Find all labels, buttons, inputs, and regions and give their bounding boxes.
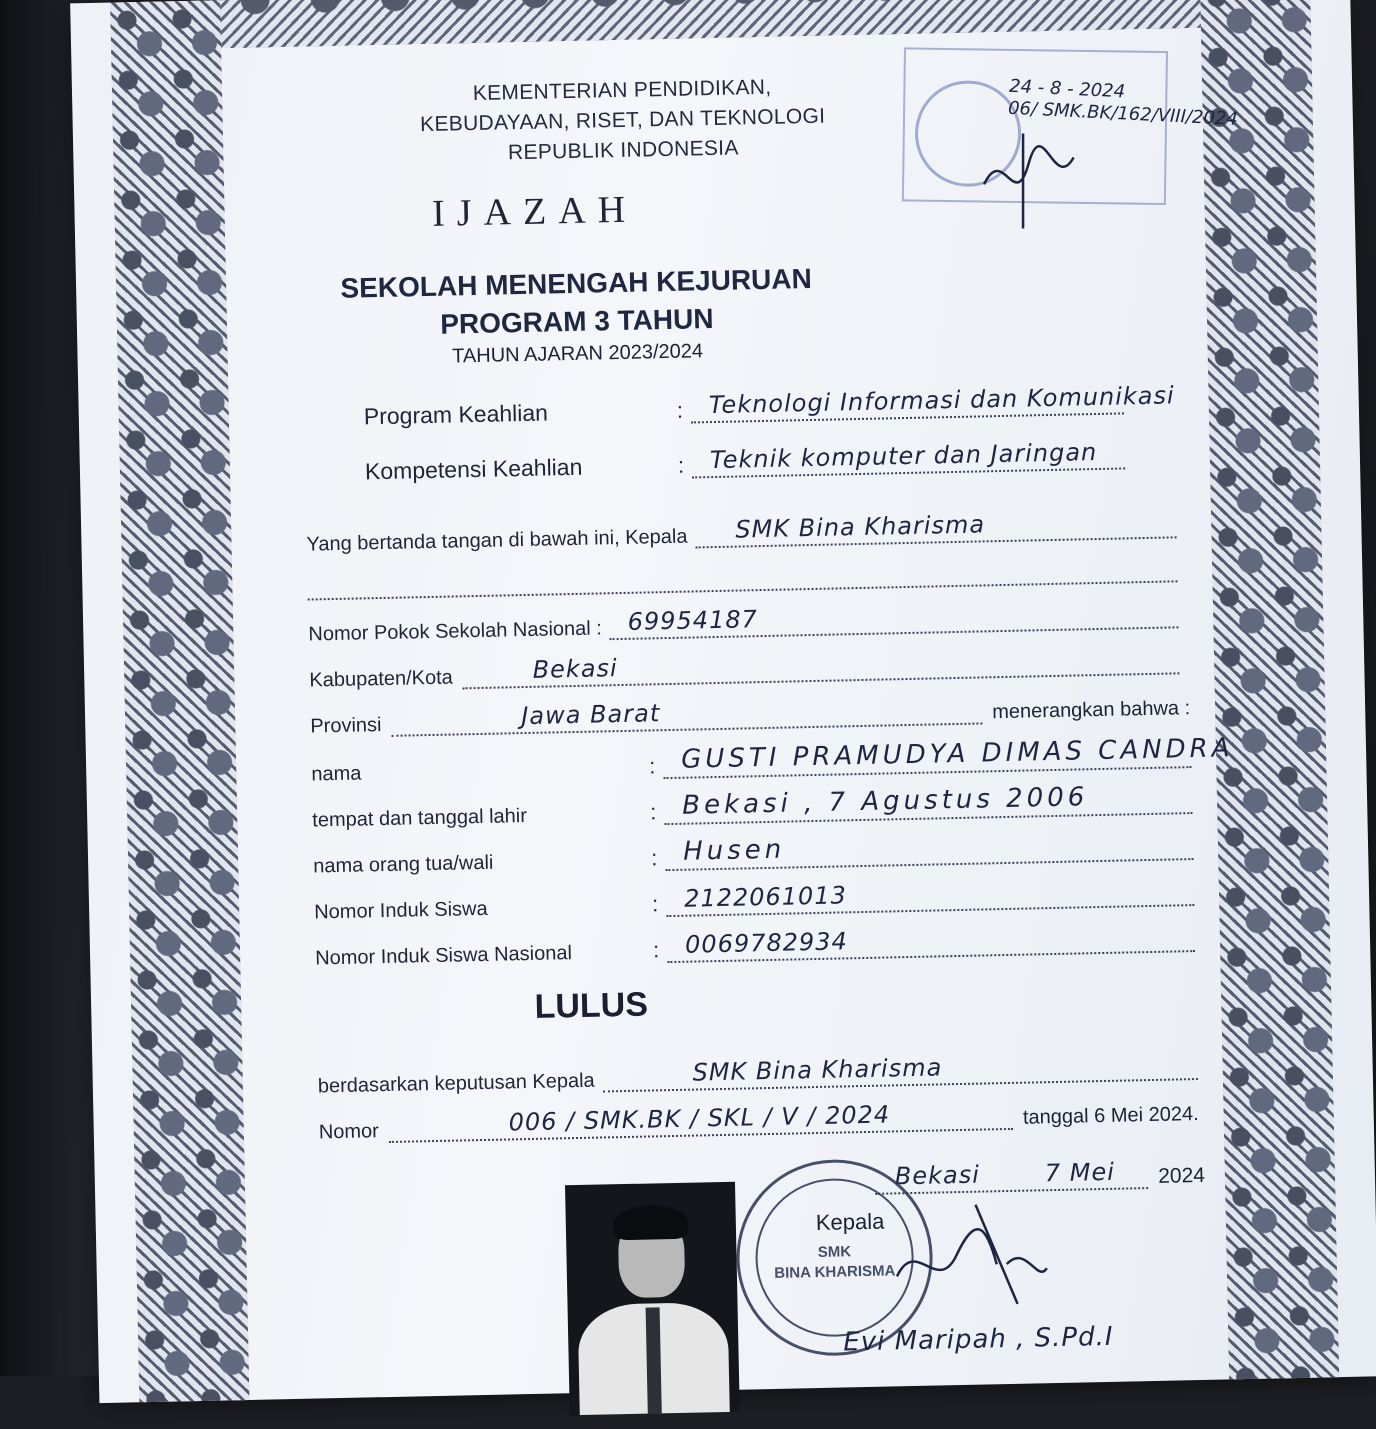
certificate-paper <box>70 0 1376 1403</box>
field-nisn: Nomor Induk Siswa Nasional : 0069782934 <box>315 924 1195 970</box>
field-label: Nomor Pokok Sekolah Nasional : <box>308 617 603 646</box>
ministry-line-3: REPUBLIK INDONESIA <box>507 136 739 165</box>
field-kepala-continued <box>307 554 1177 600</box>
field-label: Kompetensi Keahlian <box>364 453 583 485</box>
ministry-line-1: KEMENTERIAN PENDIDIKAN, <box>472 75 772 105</box>
ministry-line-2: KEBUDAYAAN, RISET, DAN TEKNOLOGI <box>419 104 826 137</box>
signature-year: 2024 <box>1157 1163 1206 1188</box>
field-value: 006 / SMK.BK / SKL / V / 2024 <box>508 1100 891 1137</box>
academic-year: TAHUN AJARAN 2023/2024 <box>451 340 704 368</box>
field-kepala <box>306 510 1176 556</box>
seal-line-2: BINA KHARISMA <box>774 1262 896 1282</box>
school-type: SEKOLAH MENENGAH KEJURUAN <box>340 262 813 304</box>
field-npsn <box>308 600 1178 646</box>
field-nama: nama : GUSTI PRAMUDYA DIMAS CANDRA <box>311 733 1234 786</box>
field-value: 0069782934 <box>684 927 849 959</box>
field-value: Bekasi <box>532 654 618 684</box>
legalization-ref: 06/ SMK.BK/162/VIII/2024 <box>1007 97 1239 130</box>
field-nis: Nomor Induk Siswa : 2122061013 <box>314 878 1194 924</box>
principal-signature <box>885 1193 1057 1317</box>
field-ttl: tempat dan tanggal lahir : Bekasi , 7 Agustus 2006 <box>312 786 1192 832</box>
field-label: Nomor <box>318 1120 380 1144</box>
signature-place: Bekasi <box>894 1160 981 1191</box>
field-value: Jawa Barat <box>521 699 661 731</box>
field-value: Bekasi , 7 Agustus 2006 <box>681 782 1089 821</box>
field-label: berdasarkan keputusan Kepala <box>317 1069 595 1098</box>
signature-date: 7 Mei <box>1044 1157 1116 1188</box>
field-kabupaten <box>309 646 1179 692</box>
field-value: Teknologi Informasi dan Komunikasi <box>708 381 1175 420</box>
document-title: IJAZAH <box>431 188 638 235</box>
field-suffix: menerangkan bahwa : <box>992 697 1191 724</box>
program-duration: PROGRAM 3 TAHUN <box>439 303 714 340</box>
legalization-date: 24 - 8 - 2024 <box>1008 75 1126 103</box>
field-label: tempat dan tanggal lahir <box>312 805 528 832</box>
signature-place-date <box>875 1157 1206 1195</box>
result-status: LULUS <box>534 985 649 1026</box>
field-decision-kepala <box>318 1052 1198 1098</box>
field-provinsi <box>310 692 1190 738</box>
field-label: Program Keahlian <box>363 399 549 430</box>
field-label: Yang bertanda tangan di bawah ini, Kepala <box>306 525 688 556</box>
signature-title: Kepala <box>815 1208 885 1236</box>
decision-date: tanggal 6 Mei 2024. <box>1022 1103 1199 1129</box>
seal-line-1: SMK <box>817 1243 852 1262</box>
field-value: 69954187 <box>627 605 759 636</box>
field-value: 2122061013 <box>683 881 848 913</box>
field-label: nama <box>311 762 362 786</box>
field-decision-nomor <box>319 1098 1199 1144</box>
field-value: SMK Bina Kharisma <box>692 1053 943 1087</box>
field-kompetensi-keahlian: Kompetensi Keahlian : Teknik komputer dan Jaringan <box>365 441 1125 485</box>
principal-name: Evi Maripah , S.Pd.I <box>843 1321 1114 1358</box>
field-label: Nomor Induk Siswa <box>314 897 488 924</box>
student-photo <box>565 1182 740 1416</box>
field-value: GUSTI PRAMUDYA DIMAS CANDRA <box>680 733 1234 775</box>
field-orang-tua: nama orang tua/wali : Husen <box>313 832 1193 878</box>
field-program-keahlian: Program Keahlian : Teknologi Informasi dan Komunikasi <box>363 381 1175 430</box>
field-label: Nomor Induk Siswa Nasional <box>314 942 573 970</box>
field-value: Husen <box>682 834 786 867</box>
field-value: Teknik komputer dan Jaringan <box>709 437 1098 475</box>
field-label: nama orang tua/wali <box>313 851 494 878</box>
field-label: Kabupaten/Kota <box>309 666 454 692</box>
field-value: SMK Bina Kharisma <box>735 510 986 544</box>
field-label: Provinsi <box>310 714 382 738</box>
